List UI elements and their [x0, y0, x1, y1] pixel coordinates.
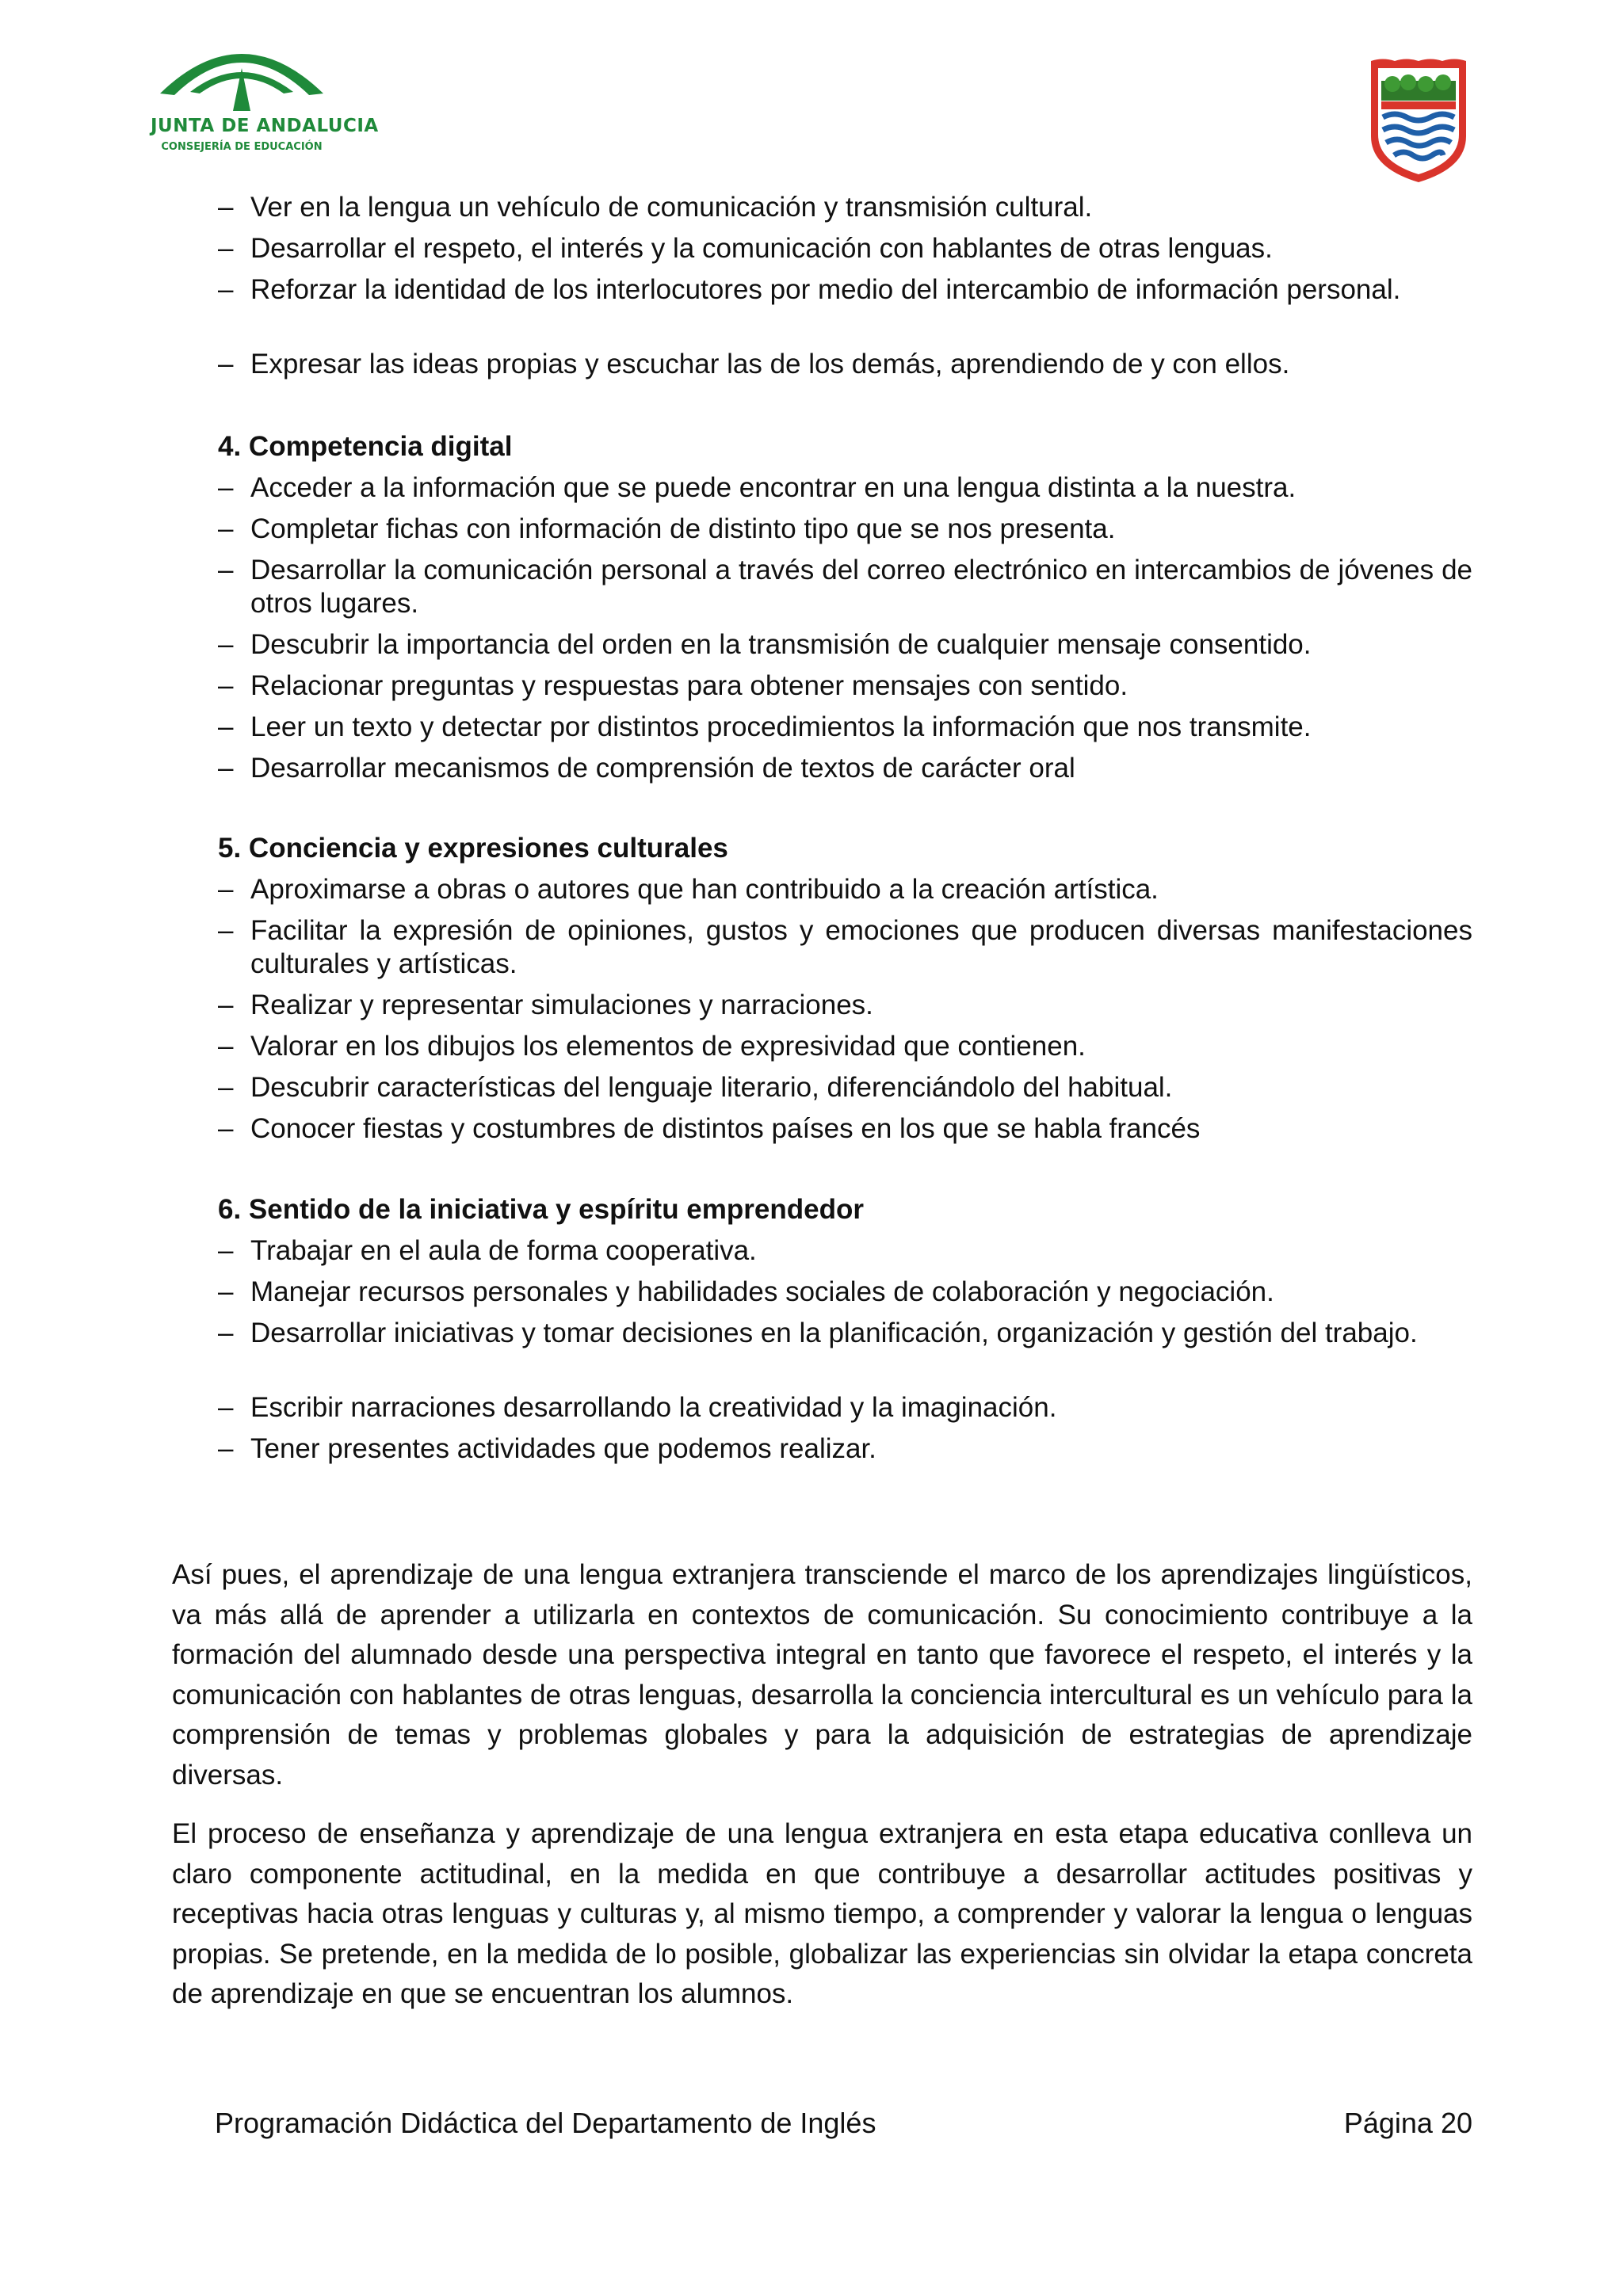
list-item: Reforzar la identidad de los interlocutores por medio del intercambio de información personal. — [250, 274, 1401, 305]
bullet-dash: – — [218, 711, 234, 742]
junta-andalucia-logo — [151, 22, 379, 161]
bullet-dash: – — [218, 670, 234, 701]
list-item: Completar fichas con información de distinto tipo que se nos presenta. — [250, 513, 1116, 544]
bullet-dash: – — [218, 555, 234, 585]
list-item: Descubrir características del lenguaje literario, diferenciándolo del habitual. — [250, 1072, 1173, 1103]
bullet-dash: – — [218, 233, 234, 264]
page-number: Página 20 — [1343, 2107, 1472, 2139]
list-item: Valorar en los dibujos los elementos de expresividad que contienen. — [250, 1031, 1086, 1062]
bullet-dash: – — [218, 1235, 234, 1266]
list-item: Ver en la lengua un vehículo de comunicación y transmisión cultural. — [250, 192, 1093, 223]
list-item: Conocer fiestas y costumbres de distintos países en los que se habla francés — [250, 1113, 1201, 1144]
body-paragraph: El proceso de enseñanza y aprendizaje de una lengua extranjera en esta etapa educativa conlleva un claro componente actitudinal, en la medida en que contribuye a desarrollar actitudes positivas y receptivas hacia otras lenguas y culturas y, al mismo tiempo, a comprender y valorar la lengua o lenguas propias. Se pretende, en la medida de lo posible, globalizar las experiencias sin olvidar la etapa concreta de aprendizaje en que se encuentran los alumnos. — [172, 1818, 1472, 2009]
bullet-dash: – — [218, 915, 234, 946]
list-item: Realizar y representar simulaciones y narraciones. — [250, 990, 873, 1020]
list-item: Trabajar en el aula de forma cooperativa. — [250, 1235, 757, 1266]
list-item: Manejar recursos personales y habilidades sociales de colaboración y negociación. — [250, 1276, 1274, 1307]
bullet-dash: – — [218, 1113, 234, 1144]
list-item: Desarrollar iniciativas y tomar decisiones en la planificación, organización y gestión del trabajo. — [250, 1318, 1418, 1348]
list-item: Facilitar la expresión de opiniones, gustos y emociones que producen diversas manifestaciones culturales y artísticas. — [250, 915, 1472, 979]
bullet-dash: – — [218, 513, 234, 544]
junta-arc-icon — [151, 22, 333, 117]
footer-title: Programación Didáctica del Departamento de Inglés — [215, 2107, 876, 2139]
bullet-dash: – — [218, 1433, 234, 1464]
list-item: Expresar las ideas propias y escuchar las de los demás, aprendiendo de y con ellos. — [250, 349, 1290, 379]
section-heading: 5. Conciencia y expresiones culturales — [218, 833, 728, 864]
logo-title: JUNTA DE ANDALUCIA — [151, 116, 379, 136]
bullet-dash: – — [218, 192, 234, 223]
bullet-dash: – — [218, 1031, 234, 1062]
bullet-dash: – — [218, 629, 234, 660]
bullet-dash: – — [218, 1318, 234, 1348]
list-item: Tener presentes actividades que podemos realizar. — [250, 1433, 876, 1464]
list-item: Desarrollar la comunicación personal a través del correo electrónico en intercambios de jóvenes de otros lugares. — [250, 555, 1472, 619]
bullet-dash: – — [218, 753, 234, 784]
bullet-dash: – — [218, 1072, 234, 1103]
bullet-dash: – — [218, 1392, 234, 1423]
list-item: Leer un texto y detectar por distintos procedimientos la información que nos transmite. — [250, 711, 1312, 742]
bullet-dash: – — [218, 349, 234, 379]
list-item: Acceder a la información que se puede encontrar en una lengua distinta a la nuestra. — [250, 472, 1296, 503]
list-item: Aproximarse a obras o autores que han contribuido a la creación artística. — [250, 874, 1159, 905]
logo-subtitle: CONSEJERÍA DE EDUCACIÓN — [161, 141, 323, 153]
bullet-dash: – — [218, 1276, 234, 1307]
bullet-dash: – — [218, 874, 234, 905]
list-item: Escribir narraciones desarrollando la creatividad y la imaginación. — [250, 1392, 1057, 1423]
list-item: Relacionar preguntas y respuestas para obtener mensajes con sentido. — [250, 670, 1128, 701]
section-heading: 4. Competencia digital — [218, 431, 513, 462]
school-crest-icon — [1367, 57, 1470, 184]
section-heading: 6. Sentido de la iniciativa y espíritu emprendedor — [218, 1194, 864, 1225]
list-item: Desarrollar mecanismos de comprensión de textos de carácter oral — [250, 753, 1075, 784]
list-item: Descubrir la importancia del orden en la transmisión de cualquier mensaje consentido. — [250, 629, 1312, 660]
bullet-dash: – — [218, 472, 234, 503]
list-item: Desarrollar el respeto, el interés y la comunicación con hablantes de otras lenguas. — [250, 233, 1273, 264]
bullet-dash: – — [218, 990, 234, 1020]
body-paragraph: Así pues, el aprendizaje de una lengua extranjera transciende el marco de los aprendizajes lingüísticos, va más allá de aprender a utilizarla en contextos de comunicación. Su conocimiento contribuye a la formación del alumnado desde una perspectiva integral en tanto que favorece el respeto, el interés y la comunicación con hablantes de otras lenguas, desarrolla la conciencia intercultural es un vehículo para la comprensión de temas y problemas globales y para la adquisición de estrategias de aprendizaje diversas. — [172, 1559, 1472, 1791]
bullet-dash: – — [218, 274, 234, 305]
